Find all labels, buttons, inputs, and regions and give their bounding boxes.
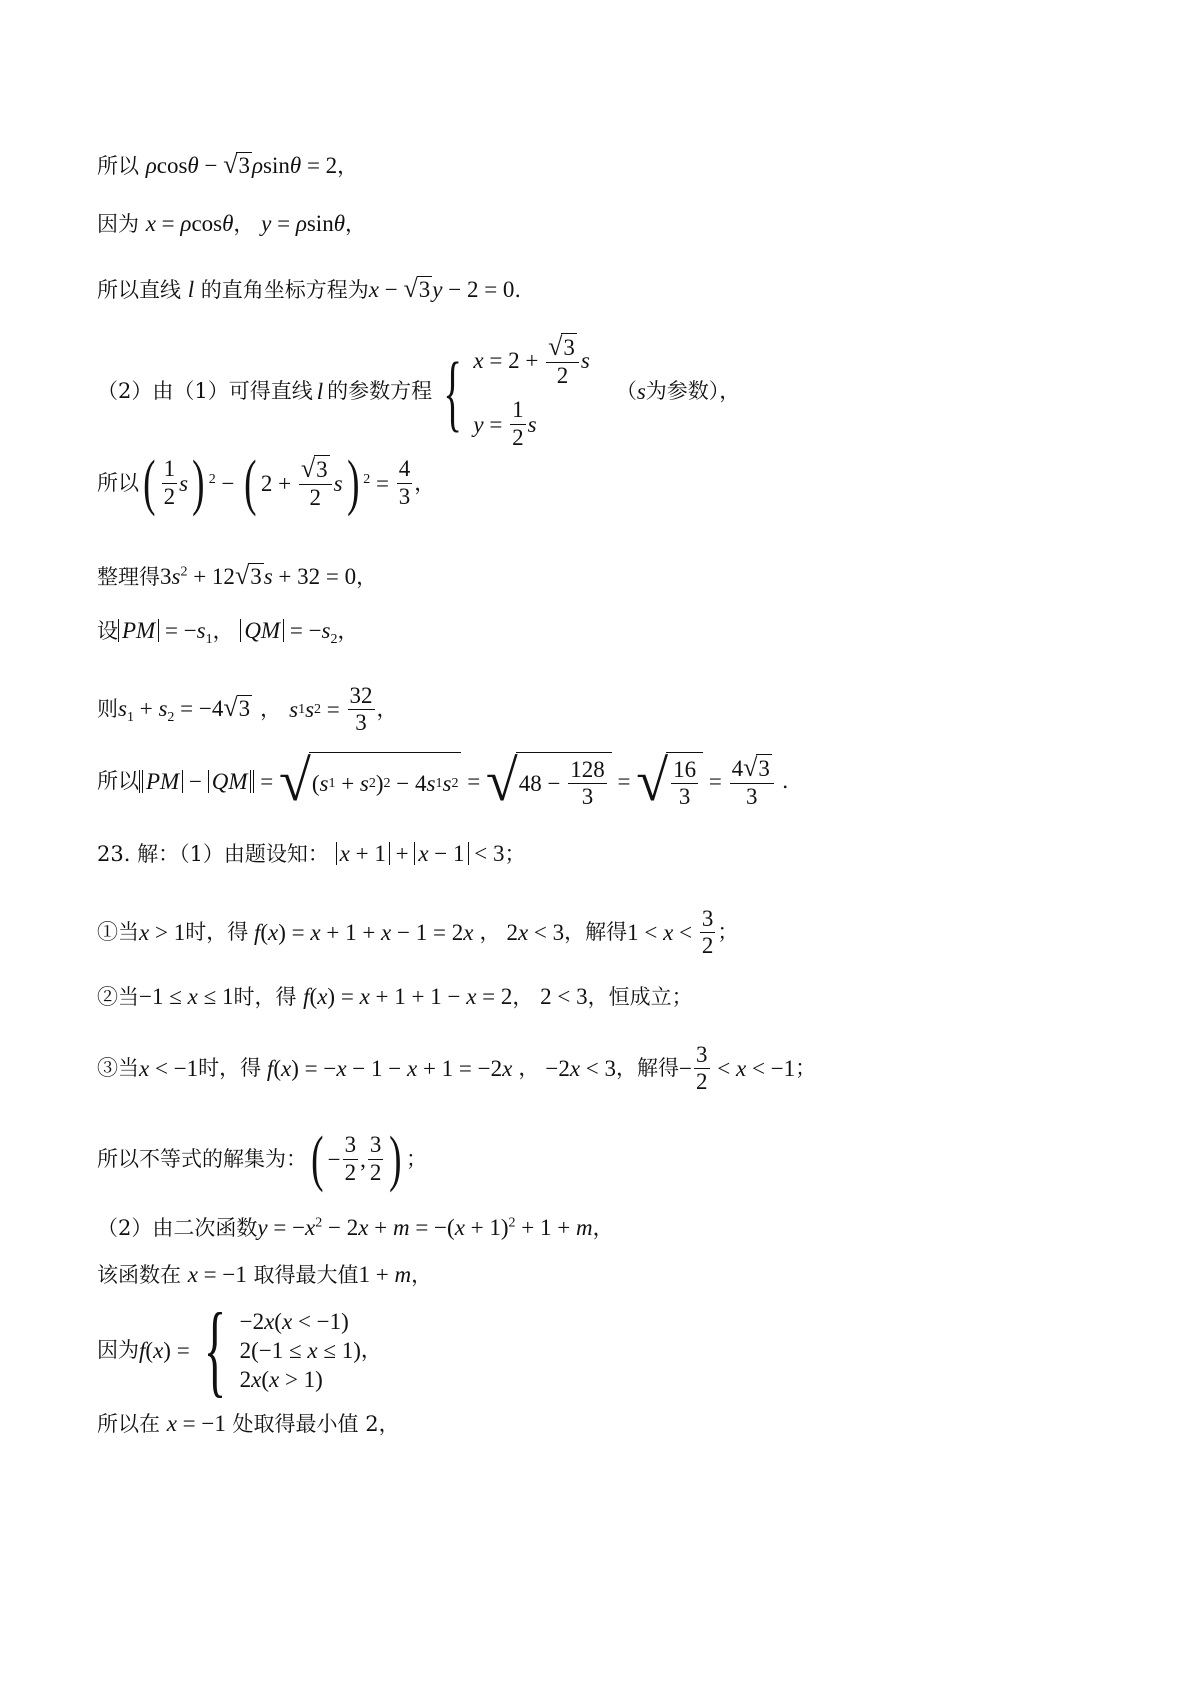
text: ， <box>260 697 282 722</box>
math-eq: QM = $-s_2$ <box>240 618 337 643</box>
text: 时，得 <box>185 920 249 945</box>
line-2 <box>97 212 366 235</box>
line-13 <box>97 1042 816 1096</box>
text: 为参数）， <box>645 379 741 404</box>
line-17 <box>97 1292 382 1407</box>
text: 时，得 <box>233 985 297 1009</box>
math-eq: x + 1 + x − 1 < 3 <box>336 841 505 866</box>
math-eq: ( − $\frac{3}{2}$ , $\frac{3}{2}$ ) <box>311 1125 402 1193</box>
text: ， <box>345 212 367 236</box>
piecewise-system: { −2x(x < −1) 2(−1 ≤ x ≤ 1) 2x(x > 1) <box>203 1292 361 1407</box>
text: 的参数方程 <box>327 379 433 404</box>
text: ， <box>360 1337 382 1362</box>
text: 所以不等式的解集为： <box>97 1146 307 1171</box>
text: ， <box>592 1216 614 1240</box>
line-15 <box>97 1216 614 1239</box>
text: （2）由二次函数 <box>97 1216 258 1240</box>
text: ②当 <box>97 985 139 1009</box>
text: 因为 <box>97 1337 139 1362</box>
math-eq: − $\frac{3}{2}$ < x < −1 <box>679 1042 796 1095</box>
math-eq: s 1 s 2 = $\frac{32}{3}$ <box>289 683 373 736</box>
var: l <box>187 277 195 302</box>
math-eq: −2x < 3 <box>545 1056 617 1082</box>
text: ； <box>504 842 526 866</box>
text: . <box>781 768 789 793</box>
text: ，解得 <box>616 1056 680 1081</box>
math-eq: ( $\frac{1}{2}$ s ) 2 − ( 2 + $\frac{√3}{2}$ s ) 2 = $\frac{4}{3}$ <box>143 449 411 517</box>
math-eq: f(x) = <box>139 1337 190 1363</box>
math-eq: x = −1 <box>166 1411 226 1436</box>
line-14 <box>97 1125 428 1193</box>
text: ， <box>376 697 398 722</box>
line-3 <box>97 276 521 302</box>
text: 取得最大值 <box>253 1263 359 1287</box>
text: ； <box>406 1146 428 1171</box>
math-eq: PM = $-s_1$ <box>118 618 213 643</box>
text: 则 <box>97 697 118 722</box>
text: ， <box>414 470 436 495</box>
line-18 <box>97 1412 400 1435</box>
text: 时，得 <box>198 1056 262 1081</box>
text: ， <box>337 154 359 178</box>
math-eq: 2x < 3 <box>506 920 565 946</box>
line-9 <box>97 748 789 814</box>
text: 因为 <box>97 212 139 236</box>
parametric-system: { x = 2 + $\frac{√3}{2}$ s y = $\frac{1}{2}$ s <box>443 332 590 450</box>
line-7 <box>97 619 359 647</box>
text: ， <box>212 619 234 643</box>
text: （2）由（1）可得直线 <box>97 379 313 404</box>
line-10 <box>97 842 526 865</box>
text: （ <box>615 379 637 404</box>
text: ， <box>411 1263 433 1287</box>
math-eq: x − √3y − 2 = 0 <box>368 274 515 303</box>
text: ①当 <box>97 920 139 945</box>
math-eq: $s_1 + s_2 = -4√3$ <box>118 692 251 725</box>
math-eq: x < −1 <box>139 1056 199 1082</box>
text: ， <box>337 619 359 643</box>
math-eq: PM − QM = √ ( s 1 + s 2 ) 2 − 4 s 1 s 2 = √ 48 − $\frac{128}{3}$ = √ $\frac{16}{3}$ = $\frac{4√3}{3}$ <box>139 752 776 811</box>
line-6 <box>97 563 377 589</box>
line-4 <box>97 332 740 451</box>
text: ； <box>717 920 739 945</box>
text: ， <box>518 1056 540 1081</box>
text: ， <box>356 565 378 589</box>
math-eq: 1 < x < $\frac{3}{2}$ <box>627 906 714 959</box>
text: . <box>514 278 522 302</box>
math-eq: $y = -x^2 - 2x + m = -(x + 1)^2 + 1 + m$ <box>257 1215 593 1240</box>
line-1 <box>97 152 358 178</box>
line-11 <box>97 906 738 960</box>
line-5 <box>97 449 436 517</box>
text: ，恒成立； <box>587 985 693 1009</box>
text: ， <box>512 985 534 1009</box>
text: ， <box>479 920 501 945</box>
math-eq: f(x) = x + 1 + x − 1 = 2x <box>253 920 474 946</box>
text: 处取得最小值 2， <box>232 1412 400 1436</box>
text: 所以 <box>97 768 139 793</box>
var: l <box>316 379 324 405</box>
text: ③当 <box>97 1056 139 1081</box>
text: ， <box>233 212 255 236</box>
math-eq: $3s^2 + 12√3s + 32 = 0$ <box>160 561 357 590</box>
text: 23. 解：（1）由题设知： <box>97 842 329 866</box>
text: 所以直线 <box>97 278 181 302</box>
math-eq: y = ρsinθ <box>261 211 346 236</box>
math-eq: −1 ≤ x ≤ 1 <box>139 984 234 1009</box>
math-eq: f(x) = −x − 1 − x + 1 = −2x <box>266 1056 513 1082</box>
math-eq: x > 1 <box>139 920 186 946</box>
text: 所以 <box>97 470 139 495</box>
text: ，解得 <box>564 920 628 945</box>
var: s <box>636 379 646 405</box>
text: 设 <box>97 619 118 643</box>
math-eq: 2 < 3 <box>540 984 588 1009</box>
text: ； <box>795 1056 817 1081</box>
text: 所以在 <box>97 1412 160 1436</box>
text: 该函数在 <box>97 1263 181 1287</box>
math-eq: ρcosθ − √3ρsinθ = 2 <box>145 150 338 179</box>
line-8 <box>97 683 398 737</box>
math-eq: f(x) = x + 1 + 1 − x = 2 <box>303 984 513 1009</box>
math-eq: 1 + m <box>358 1262 412 1287</box>
text: 的直角坐标方程为 <box>200 278 369 302</box>
text: 所以 <box>97 154 139 178</box>
line-12 <box>97 985 693 1008</box>
line-16 <box>97 1263 432 1286</box>
math-eq: x = −1 <box>187 1262 247 1287</box>
math-eq: x = ρcosθ <box>145 211 234 236</box>
text: 整理得 <box>97 565 160 589</box>
